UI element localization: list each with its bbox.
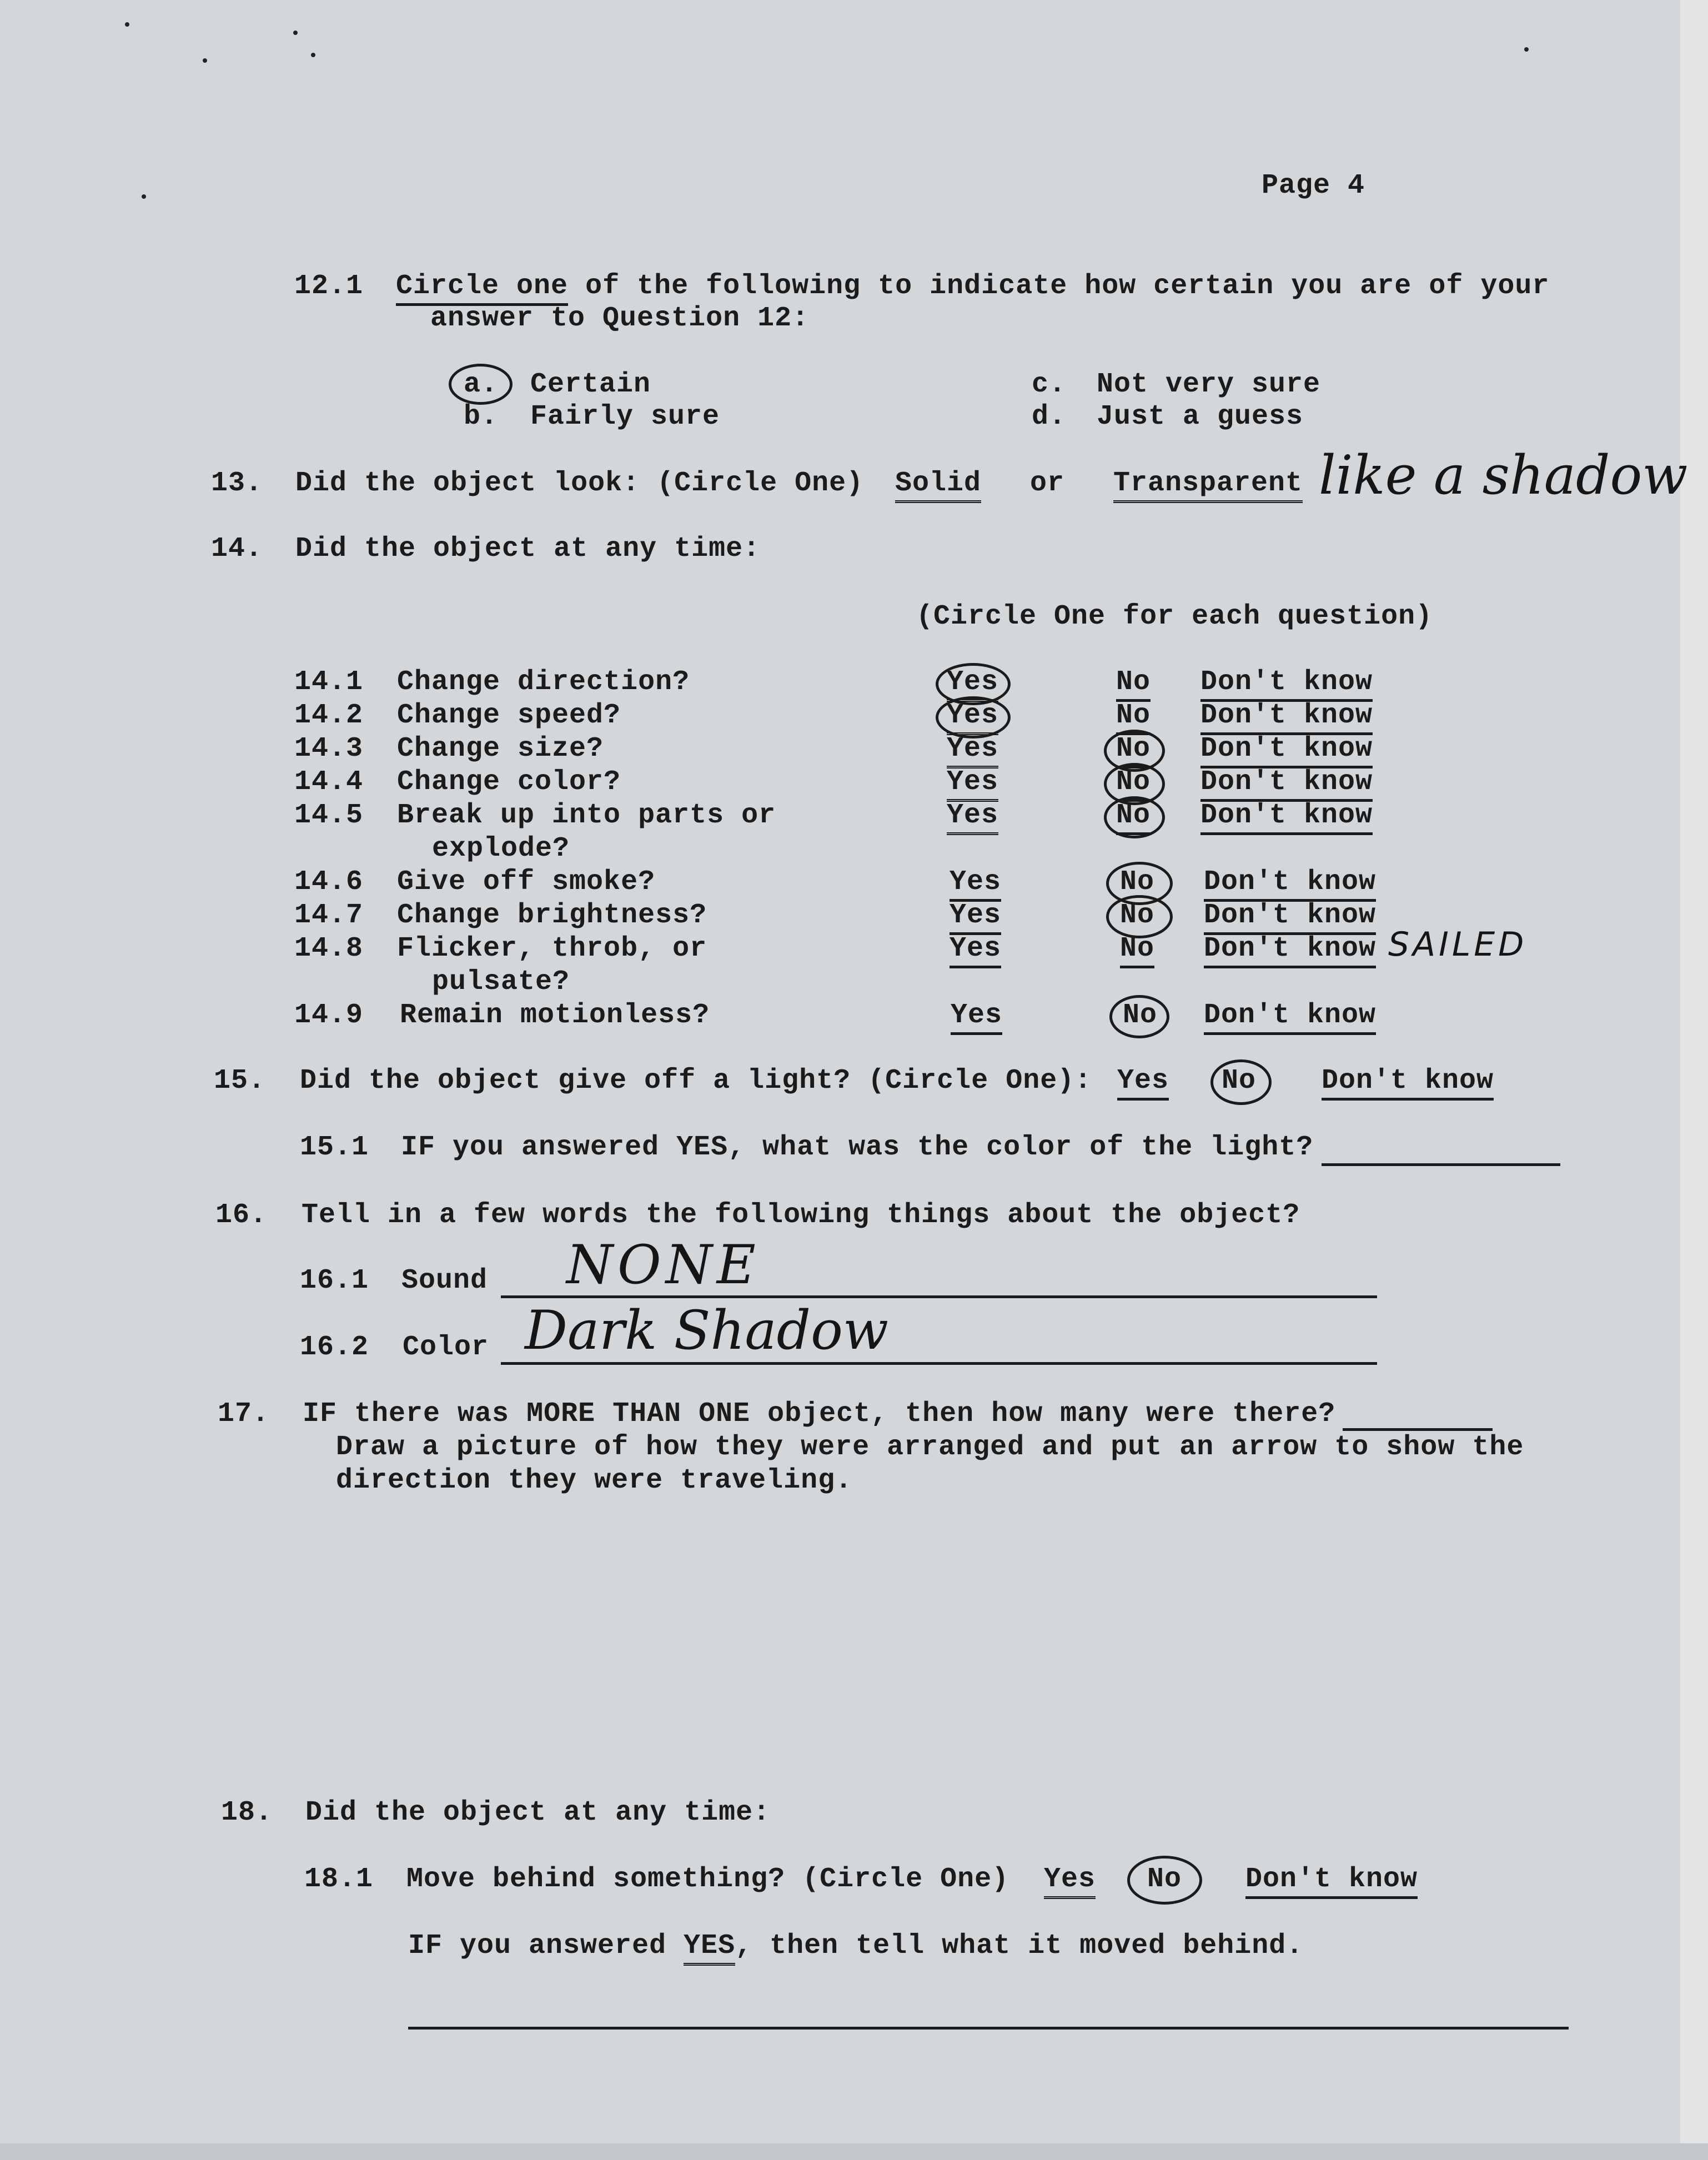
q13-text: Did the object look: (Circle One) bbox=[295, 468, 864, 499]
q14-4-number: 14.4 bbox=[294, 766, 364, 798]
option-b-label: Fairly sure bbox=[530, 401, 720, 433]
q17-line1: IF there was MORE THAN ONE object, then how many were there? bbox=[303, 1398, 1336, 1430]
q14-8-dont-know[interactable]: Don't know bbox=[1204, 933, 1376, 965]
q18-1-dont-know[interactable]: Don't know bbox=[1245, 1863, 1418, 1895]
q15-1-text: IF you answered YES, what was the color of the light? bbox=[401, 1132, 1314, 1163]
q18-text: Did the object at any time: bbox=[305, 1797, 771, 1829]
q17-line3: direction they were traveling. bbox=[336, 1465, 853, 1496]
q13-or: or bbox=[1030, 468, 1065, 499]
q14-4-no[interactable]: No bbox=[1116, 766, 1151, 798]
q14-3-yes[interactable]: Yes bbox=[947, 733, 998, 765]
q16-2-answer-line[interactable] bbox=[501, 1362, 1377, 1365]
scan-edge bbox=[1680, 0, 1708, 2160]
q18-1-number: 18.1 bbox=[304, 1863, 374, 1895]
q17-line2: Draw a picture of how they were arranged and put an arrow to show the bbox=[336, 1431, 1524, 1463]
option-a-letter[interactable]: a. bbox=[464, 369, 499, 400]
q14-instruction: (Circle One for each question) bbox=[916, 601, 1433, 632]
q18-1-no[interactable]: No bbox=[1147, 1863, 1182, 1895]
scan-bottom-edge bbox=[0, 2143, 1708, 2160]
answer-circle bbox=[1106, 895, 1173, 938]
q14-8-yes[interactable]: Yes bbox=[950, 933, 1001, 965]
q14-2-no[interactable]: No bbox=[1116, 700, 1151, 731]
scan-speck bbox=[203, 58, 207, 63]
q14-9-dont-know[interactable]: Don't know bbox=[1204, 999, 1376, 1031]
q14-7-text: Change brightness? bbox=[397, 900, 707, 931]
scan-speck bbox=[142, 194, 146, 199]
q14-5-yes[interactable]: Yes bbox=[947, 800, 998, 831]
q14-7-yes[interactable]: Yes bbox=[950, 900, 1001, 931]
q16-1-handwritten-value: NONE bbox=[566, 1234, 760, 1296]
q14-5-text: Break up into parts or bbox=[397, 800, 776, 831]
q14-8-text: Flicker, throb, or bbox=[397, 933, 707, 965]
q16-text: Tell in a few words the following things about the object? bbox=[302, 1199, 1300, 1231]
q15-no[interactable]: No bbox=[1222, 1065, 1257, 1097]
q15-text: Did the object give off a light? (Circle One): bbox=[300, 1065, 1092, 1097]
q18-number: 18. bbox=[221, 1797, 273, 1829]
q14-8-text-line2: pulsate? bbox=[432, 966, 570, 998]
q14-2-number: 14.2 bbox=[294, 700, 364, 731]
q14-7-no[interactable]: No bbox=[1120, 900, 1155, 931]
q14-9-yes[interactable]: Yes bbox=[951, 999, 1002, 1031]
q13-solid-option[interactable]: Solid bbox=[895, 468, 981, 499]
q14-9-text: Remain motionless? bbox=[400, 999, 710, 1031]
q14-6-text: Give off smoke? bbox=[397, 866, 656, 898]
answer-circle bbox=[1109, 995, 1169, 1038]
q14-7-number: 14.7 bbox=[294, 900, 364, 931]
q12-1-text bbox=[396, 270, 1549, 302]
q12-1-number: 12.1 bbox=[294, 270, 364, 302]
q17-drawing-area[interactable] bbox=[300, 1510, 1521, 1788]
option-b-letter[interactable]: b. bbox=[464, 401, 499, 433]
option-c-label: Not very sure bbox=[1097, 369, 1321, 400]
q14-6-number: 14.6 bbox=[294, 866, 364, 898]
q16-1-label: Sound bbox=[401, 1265, 488, 1297]
q14-1-number: 14.1 bbox=[294, 666, 364, 698]
q14-number: 14. bbox=[211, 533, 263, 565]
q17-number: 17. bbox=[218, 1398, 270, 1430]
q16-2-handwritten-value: Dark Shadow bbox=[525, 1299, 889, 1362]
page-number: Page 4 bbox=[1262, 170, 1365, 202]
q14-3-number: 14.3 bbox=[294, 733, 364, 765]
q15-dont-know[interactable]: Don't know bbox=[1322, 1065, 1494, 1097]
q14-3-no[interactable]: No bbox=[1116, 733, 1151, 765]
option-d-letter[interactable]: d. bbox=[1032, 401, 1067, 433]
q14-9-number: 14.9 bbox=[294, 999, 364, 1031]
q18-1-yes[interactable]: Yes bbox=[1044, 1863, 1096, 1895]
q15-1-number: 15.1 bbox=[300, 1132, 369, 1163]
q14-1-yes[interactable]: Yes bbox=[947, 666, 998, 698]
answer-circle bbox=[1210, 1059, 1272, 1105]
q14-6-yes[interactable]: Yes bbox=[950, 866, 1001, 898]
q14-3-text: Change size? bbox=[397, 733, 604, 765]
q12-1-text-rest: of the following to indicate how certain you are of your bbox=[585, 270, 1550, 302]
q14-1-no[interactable]: No bbox=[1116, 666, 1151, 698]
q18-answer-line[interactable] bbox=[408, 2027, 1569, 2030]
q17-count-answer-line[interactable] bbox=[1343, 1428, 1493, 1431]
q14-3-dont-know[interactable]: Don't know bbox=[1200, 733, 1373, 765]
scan-speck bbox=[1524, 47, 1529, 52]
scan-speck bbox=[311, 53, 315, 57]
q14-8-no[interactable]: No bbox=[1120, 933, 1154, 965]
q14-4-text: Change color? bbox=[397, 766, 621, 798]
q14-5-number: 14.5 bbox=[294, 800, 364, 831]
q18-followup-text: IF you answered YES, then tell what it moved behind. bbox=[408, 1930, 1303, 1962]
scan-speck bbox=[125, 22, 129, 27]
q14-6-dont-know[interactable]: Don't know bbox=[1204, 866, 1376, 898]
answer-circle bbox=[936, 696, 1011, 739]
q16-1-number: 16.1 bbox=[300, 1265, 369, 1297]
q15-number: 15. bbox=[214, 1065, 266, 1097]
q14-8-number: 14.8 bbox=[294, 933, 364, 965]
q16-2-label: Color bbox=[403, 1332, 489, 1363]
q16-2-number: 16.2 bbox=[300, 1332, 369, 1363]
q14-1-dont-know[interactable]: Don't know bbox=[1200, 666, 1373, 698]
answer-circle bbox=[1104, 796, 1165, 838]
q14-9-no[interactable]: No bbox=[1123, 999, 1158, 1031]
q14-2-text: Change speed? bbox=[397, 700, 621, 731]
q15-1-answer-line[interactable] bbox=[1322, 1163, 1560, 1166]
option-a-label: Certain bbox=[530, 369, 651, 400]
q13-handwritten-answer: like a shadow bbox=[1319, 444, 1688, 506]
q14-4-yes[interactable]: Yes bbox=[947, 766, 998, 798]
q14-7-dont-know[interactable]: Don't know bbox=[1204, 900, 1376, 931]
answer-circle bbox=[449, 364, 513, 405]
q13-number: 13. bbox=[211, 468, 263, 499]
q14-2-yes[interactable]: Yes bbox=[947, 700, 998, 731]
q13-transparent-option[interactable]: Transparent bbox=[1113, 468, 1303, 499]
q14-6-no[interactable]: No bbox=[1120, 866, 1155, 898]
option-d-label: Just a guess bbox=[1097, 401, 1304, 433]
q16-number: 16. bbox=[215, 1199, 268, 1231]
scan-speck bbox=[293, 31, 298, 35]
q14-text: Did the object at any time: bbox=[295, 533, 761, 565]
q14-4-dont-know[interactable]: Don't know bbox=[1200, 766, 1373, 798]
option-c-letter[interactable]: c. bbox=[1032, 369, 1067, 400]
circle-one-emphasis: Circle one bbox=[396, 270, 568, 306]
q14-2-dont-know[interactable]: Don't know bbox=[1200, 700, 1373, 731]
answer-circle bbox=[1127, 1856, 1202, 1905]
q14-5-text-line2: explode? bbox=[432, 833, 570, 865]
q12-1-text-line2: answer to Question 12: bbox=[430, 303, 810, 334]
q14-5-dont-know[interactable]: Don't know bbox=[1200, 800, 1373, 831]
q14-1-text: Change direction? bbox=[397, 666, 690, 698]
q15-yes[interactable]: Yes bbox=[1117, 1065, 1169, 1097]
q14-5-no[interactable]: No bbox=[1116, 800, 1151, 831]
q14-8-handwritten-note: SAILED bbox=[1388, 925, 1528, 964]
q18-1-text: Move behind something? (Circle One) bbox=[406, 1863, 1009, 1895]
